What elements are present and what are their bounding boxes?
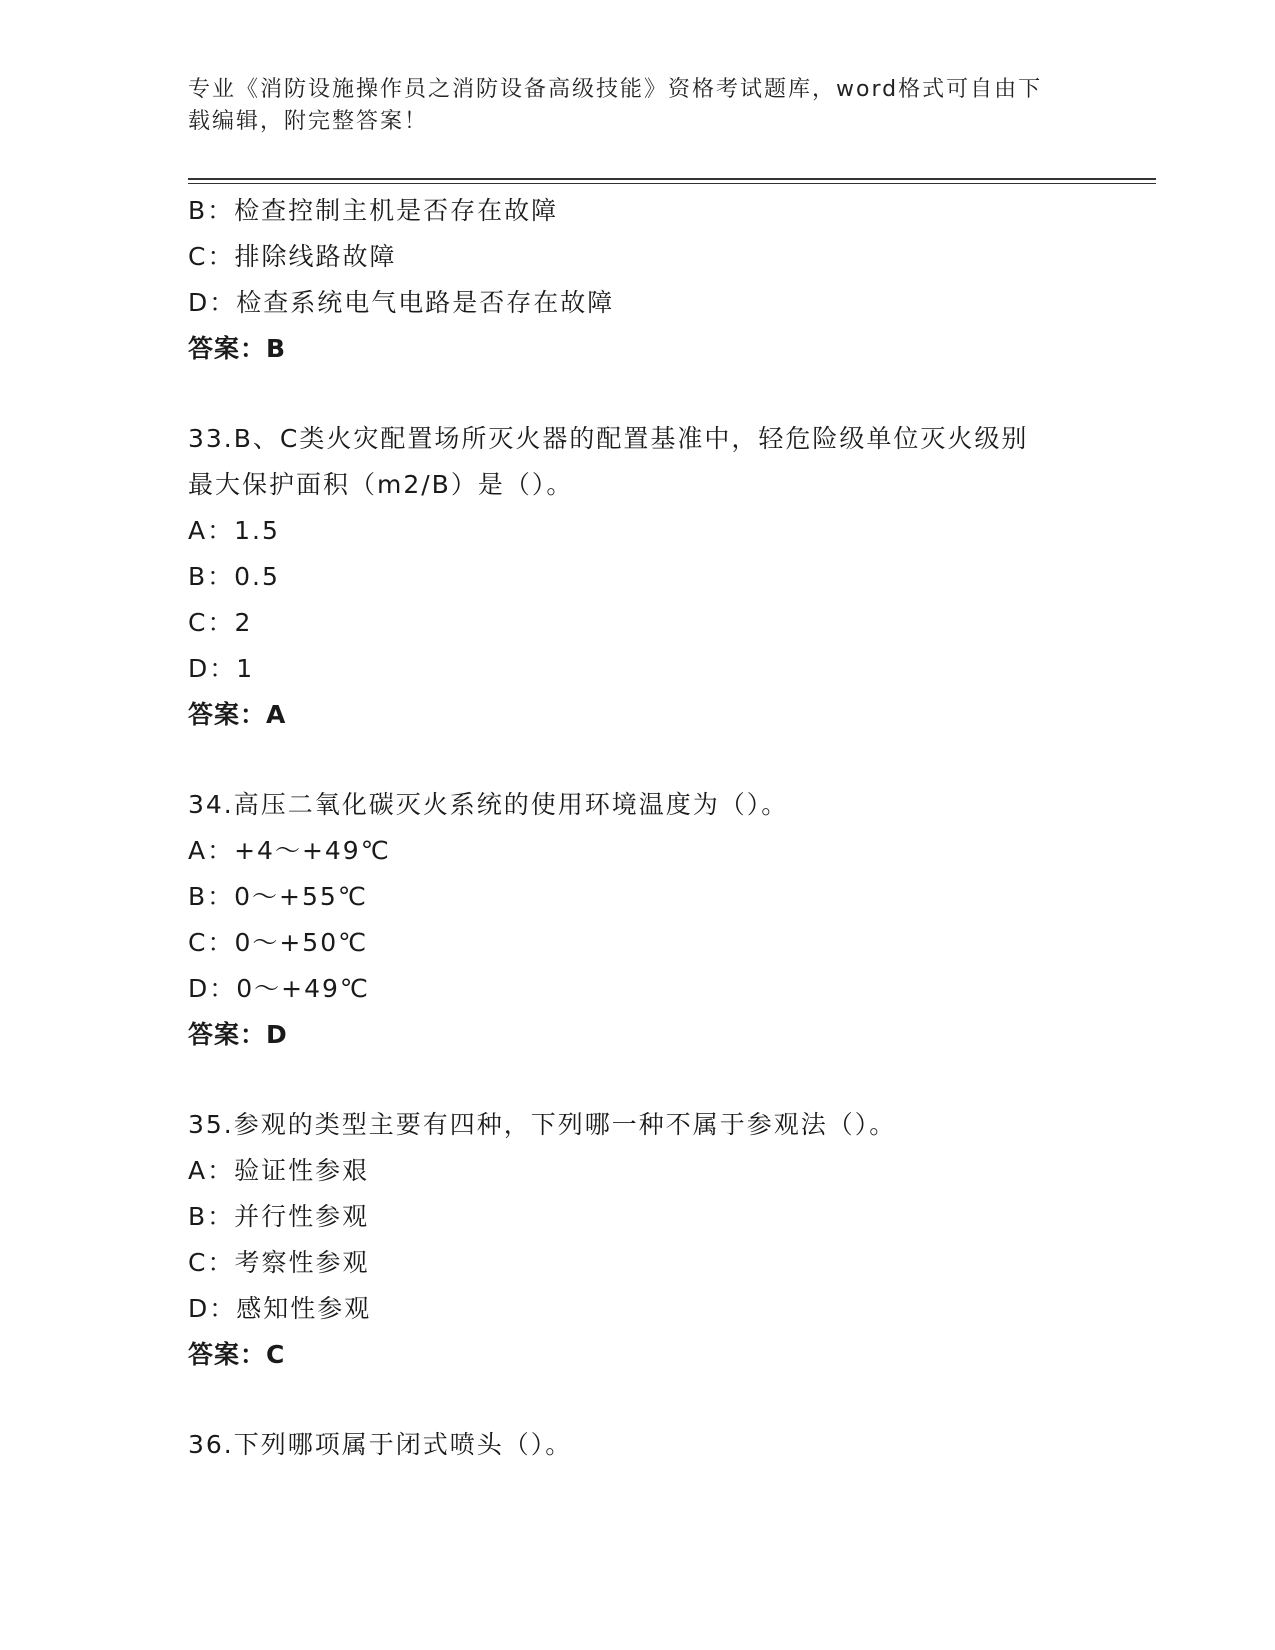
option-c: C：排除线路故障 <box>188 242 397 271</box>
stem-line: 36.下列哪项属于闭式喷头（）。 <box>188 1430 573 1459</box>
stem-line: 33.B、C类火灾配置场所灭火器的配置基准中，轻危险级单位灭火级别 <box>188 424 1029 453</box>
question-35 <box>188 1102 1088 1378</box>
question-36 <box>188 1422 1088 1468</box>
option-d: D：感知性参观 <box>188 1294 372 1323</box>
page-header <box>188 74 1078 138</box>
question-list <box>188 188 1088 1468</box>
option-b: B：检查控制主机是否存在故障 <box>188 196 559 225</box>
option-b: B：并行性参观 <box>188 1202 370 1231</box>
answer-line: 答案：B <box>188 334 287 363</box>
question-stem <box>188 782 1088 828</box>
option-d: D：检查系统电气电路是否存在故障 <box>188 288 615 317</box>
question-stem <box>188 416 1088 508</box>
option-c: C：2 <box>188 608 253 637</box>
question-33 <box>188 416 1088 738</box>
question-stem <box>188 1422 1088 1468</box>
continued-question <box>188 188 1088 372</box>
header-line-1: 专业《消防设施操作员之消防设备高级技能》资格考试题库，word格式可自由下 <box>188 77 1043 102</box>
answer-line: 答案：D <box>188 1020 288 1049</box>
option-c: C：考察性参观 <box>188 1248 370 1277</box>
stem-line: 34.高压二氧化碳灭火系统的使用环境温度为（）。 <box>188 790 789 819</box>
option-b: B：0.5 <box>188 562 280 591</box>
answer-line: 答案：C <box>188 1340 286 1369</box>
question-34 <box>188 782 1088 1058</box>
header-divider <box>188 178 1156 184</box>
option-a: A：1.5 <box>188 516 280 545</box>
option-d: D：0～+49℃ <box>188 974 370 1003</box>
answer-line: 答案：A <box>188 700 287 729</box>
option-d: D：1 <box>188 654 255 683</box>
option-a: A：验证性参艰 <box>188 1156 370 1185</box>
header-line-2: 载编辑，附完整答案！ <box>188 109 429 134</box>
question-stem <box>188 1102 1088 1148</box>
stem-line: 最大保护面积（m2/B）是（）。 <box>188 470 574 499</box>
stem-line: 35.参观的类型主要有四种，下列哪一种不属于参观法（）。 <box>188 1110 897 1139</box>
option-a: A：+4～+49℃ <box>188 836 391 865</box>
option-c: C：0～+50℃ <box>188 928 369 957</box>
option-b: B：0～+55℃ <box>188 882 368 911</box>
